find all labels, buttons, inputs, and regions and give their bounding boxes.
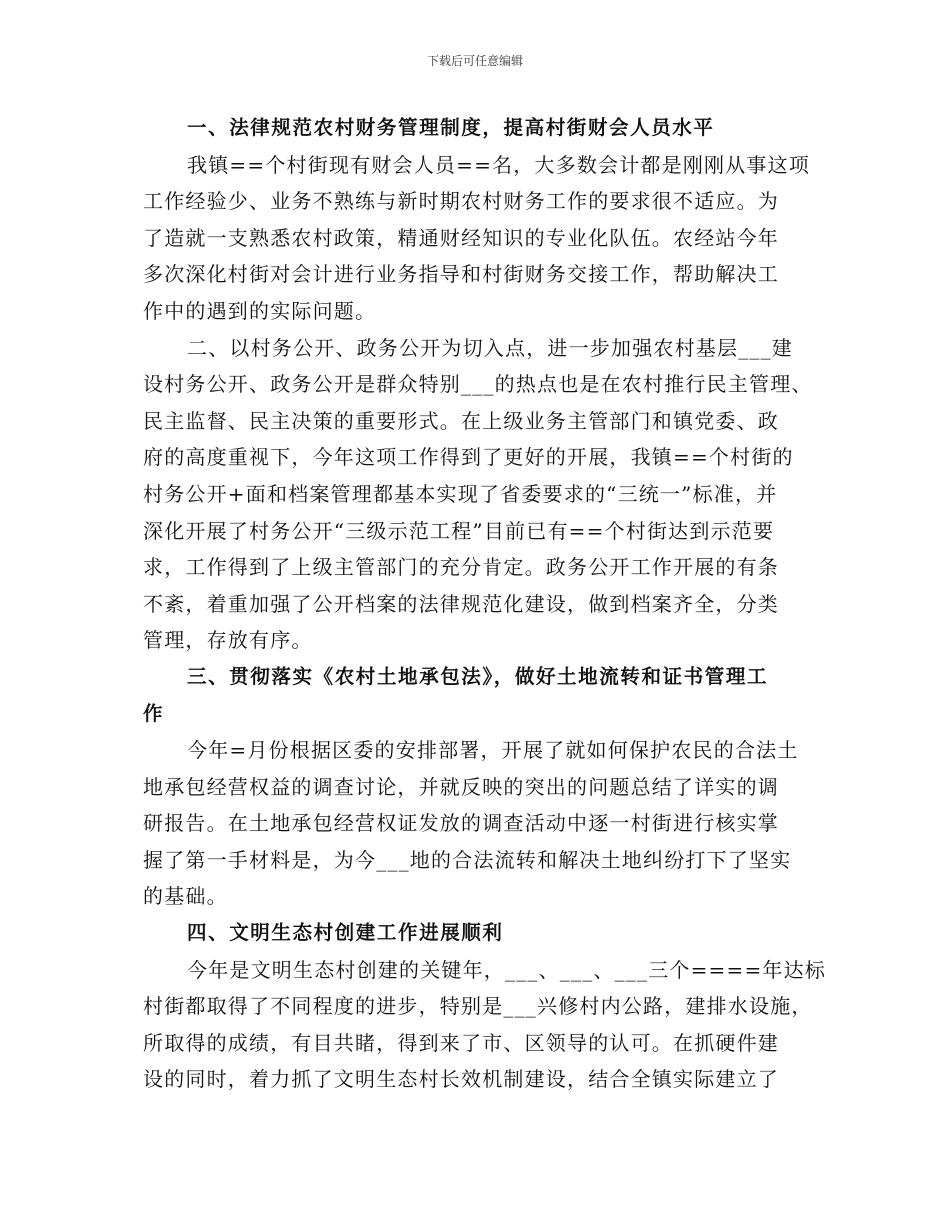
section-heading-line: 四、文明生态村创建工作进展顺利 (187, 921, 504, 945)
body-text-line: 求，工作得到了上级主管部门的充分肯定。政务公开工作开展的有条 (143, 555, 779, 580)
page-header: 下载后可任意编辑 (426, 54, 523, 68)
body-text-line: 的基础。 (143, 884, 228, 909)
body-text-line: 二、以村务公开、政务公开为切入点，进一步加强农村基层___建 (187, 335, 793, 360)
body-text-line: 深化开展了村务公开“三级示范工程”目前已有==个村街达到示范要 (143, 518, 775, 543)
body-text-line: 府的高度重视下，今年这项工作得到了更好的开展，我镇==个村街的 (143, 445, 794, 470)
document-body (143, 110, 827, 1098)
body-text-line: 设村务公开、政务公开是群众特别___的热点也是在农村推行民主管理、 (143, 372, 813, 397)
body-text-line: 工作经验少、业务不熟练与新时期农村财务工作的要求很不适应。为 (143, 189, 779, 214)
body-text-line: 所取得的成绩，有目共睹，得到来了市、区领导的认可。在抓硬件建 (143, 1030, 779, 1055)
body-text-line: 管理，存放有序。 (143, 628, 313, 653)
section-heading-line: 作 (143, 701, 165, 725)
body-text-line: 多次深化村街对会计进行业务指导和村街财务交接工作，帮助解决工 (143, 262, 779, 287)
section-heading-line: 一、法律规范农村财务管理制度，提高村街财会人员水平 (187, 116, 715, 139)
body-text-line: 设的同时，着力抓了文明生态村长效机制建设，结合全镇实际建立了 (143, 1067, 779, 1092)
body-text-line: 不紊，着重加强了公开档案的法律规范化建设，做到档案齐全，分类 (143, 591, 779, 616)
body-text-line: 我镇==个村街现有财会人员==名，大多数会计都是刚刚从事这项 (187, 152, 811, 177)
body-text-line: 了造就一支熟悉农村政策，精通财经知识的专业化队伍。农经站今年 (143, 225, 779, 250)
body-text-line: 村街都取得了不同程度的进步，特别是___兴修村内公路，建排水设施， (143, 994, 813, 1019)
body-text-line: 村务公开+面和档案管理都基本实现了省委要求的“三统一”标准，并 (143, 481, 778, 506)
body-text-line: 民主监督、民主决策的重要形式。在上级业务主管部门和镇党委、政 (143, 408, 779, 433)
body-text-line: 作中的遇到的实际问题。 (143, 298, 377, 323)
body-text-line: 今年是文明生态村创建的关键年，___、___、___三个====年达标 (187, 957, 827, 982)
body-text-line: 地承包经营权益的调查讨论，并就反映的突出的问题总结了详实的调 (143, 774, 779, 799)
section-heading-line: 三、贯彻落实《农村土地承包法》，做好土地流转和证书管理工 (187, 664, 769, 688)
body-text-line: 握了第一手材料是，为今___地的合法流转和解决土地纠纷打下了坚实 (143, 847, 792, 872)
body-text-line: 今年=月份根据区委的安排部署，开展了就如何保护农民的合法土 (187, 738, 799, 763)
body-text-line: 研报告。在土地承包经营权证发放的调查活动中逐一村街进行核实掌 (143, 811, 779, 836)
